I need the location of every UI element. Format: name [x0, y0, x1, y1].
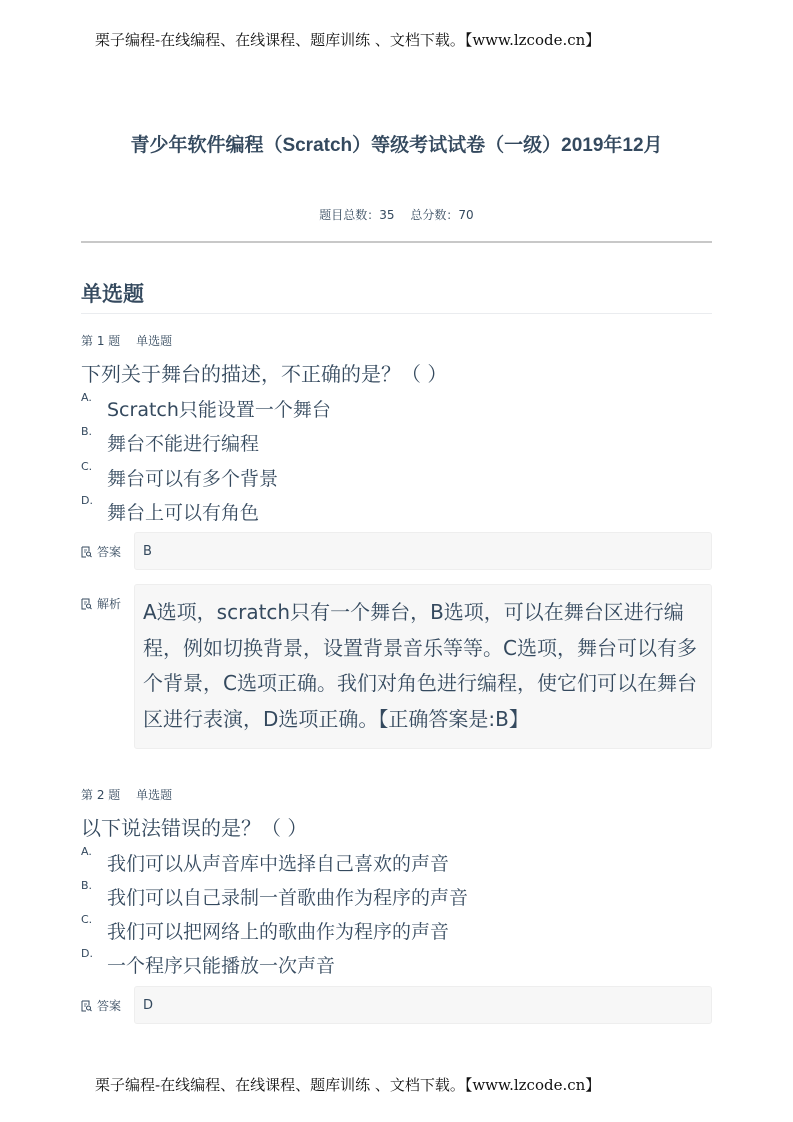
option-text: Scratch只能设置一个舞台: [107, 399, 331, 421]
option-letter: A.: [81, 845, 92, 858]
question-type: 单选题: [136, 334, 173, 348]
question-1-meta: [81, 332, 172, 349]
question-1-answer-box: B: [134, 532, 712, 570]
option-text: 我们可以从声音库中选择自己喜欢的声音: [107, 853, 450, 875]
question-1-stem: 下列关于舞台的描述，不正确的是？（ ）: [81, 362, 448, 386]
exam-meta: [0, 206, 793, 223]
option-letter: C.: [81, 460, 93, 473]
exam-title: 青少年软件编程（Scratch）等级考试试卷（一级）2019年12月: [130, 135, 663, 156]
question-2-stem: 以下说法错误的是？（ ）: [81, 816, 308, 840]
question-type: 单选题: [136, 788, 173, 802]
question-2-meta: [81, 786, 172, 803]
option-letter: B.: [81, 425, 93, 438]
document-search-icon: [81, 598, 92, 610]
question-number: 第 2 题: [81, 788, 121, 802]
section-divider: [81, 313, 712, 314]
question-1-answer-label: [81, 543, 121, 560]
option-text: 一个程序只能播放一次声音: [107, 955, 336, 977]
question-1-analysis-label: [81, 595, 121, 612]
total-score: 总分数：70: [410, 208, 474, 222]
question-1-analysis-box: A选项，scratch只有一个舞台，B选项，可以在舞台区进行编程，例如切换背景，设置背景音乐等等。C选项，舞台可以有多个背景，C选项正确。我们对角色进行编程，使它们可以在舞台区进行表演，D选项正确。【正确答案是:B】: [134, 584, 712, 749]
question-2-answer-label: [81, 997, 121, 1014]
option-text: 我们可以把网络上的歌曲作为程序的声音: [107, 921, 450, 943]
option-text: 舞台可以有多个背景: [107, 468, 279, 490]
option-letter: C.: [81, 913, 93, 926]
option-text: 舞台不能进行编程: [107, 433, 260, 455]
title-divider: [81, 241, 712, 243]
option-letter: B.: [81, 879, 93, 892]
analysis-label-text: 解析: [97, 597, 122, 611]
option-letter: A.: [81, 391, 92, 404]
total-questions: 题目总数：35: [319, 208, 395, 222]
header-watermark: 栗子编程-在线编程、在线课程、题库训练 、文档下载。【www.lzcode.cn】: [95, 31, 601, 49]
answer-label-text: 答案: [97, 545, 122, 559]
question-number: 第 1 题: [81, 334, 121, 348]
option-letter: D.: [81, 494, 93, 507]
option-text: 我们可以自己录制一首歌曲作为程序的声音: [107, 887, 469, 909]
footer-watermark: 栗子编程-在线编程、在线课程、题库训练 、文档下载。【www.lzcode.cn】: [95, 1076, 601, 1094]
document-search-icon: [81, 1000, 92, 1012]
section-title: 单选题: [81, 282, 144, 306]
option-text: 舞台上可以有角色: [107, 502, 260, 524]
answer-label-text: 答案: [97, 999, 122, 1013]
document-search-icon: [81, 546, 92, 558]
question-2-answer-box: D: [134, 986, 712, 1024]
option-letter: D.: [81, 947, 93, 960]
